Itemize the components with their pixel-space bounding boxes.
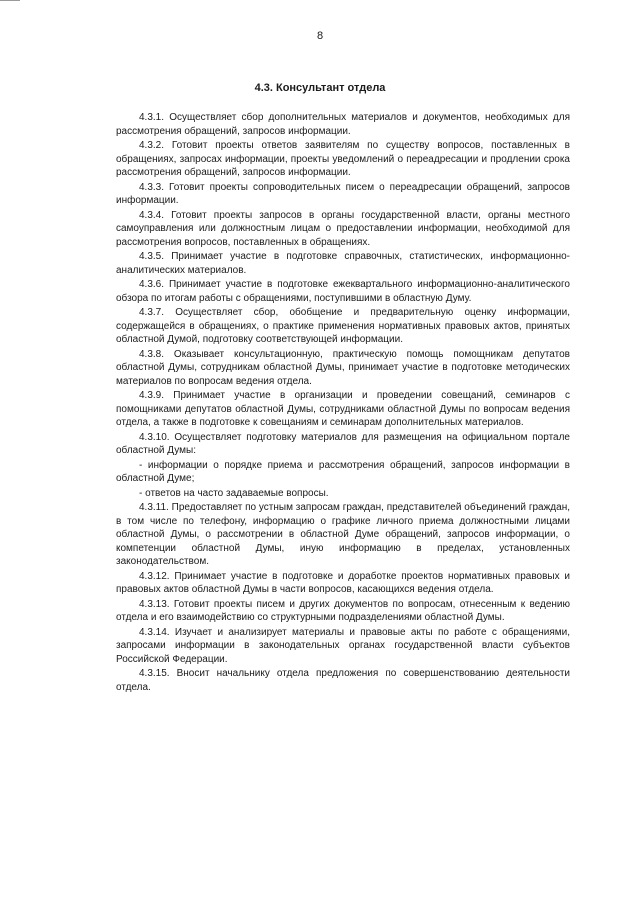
- paragraph-4-3-10: 4.3.10. Осуществляет подготовку материалов для размещения на официальном портале областной Думы:: [116, 431, 570, 456]
- paragraph-4-3-5: 4.3.5. Принимает участие в подготовке справочных, статистических, информационно-аналитических материалов.: [116, 251, 570, 276]
- paragraph-4-3-4: 4.3.4. Готовит проекты запросов в органы государственной власти, органы местного самоуправления или должностным лицам о предоставлении информации, необходимой для рассмотрения вопросов, поставленных в обращениях.: [116, 209, 570, 248]
- paragraph-4-3-7: 4.3.7. Осуществляет сбор, обобщение и предварительную оценку информации, содержащейся в обращениях, о практике применения нормативных правовых актов, принятых областной Думой, подготовку соответствующей информации.: [116, 307, 570, 345]
- paragraph-4-3-6: 4.3.6. Принимает участие в подготовке ежеквартального информационно-аналитического обзора по итогам работы с обращениями, поступившими в областную Думу.: [116, 279, 570, 304]
- list-item-faq: - ответов на часто задаваемые вопросы.: [139, 487, 329, 499]
- paragraph-4-3-3: 4.3.3. Готовит проекты сопроводительных писем о переадресации обращений, запросов информации.: [116, 181, 570, 206]
- page-number: 8: [316, 30, 324, 42]
- scan-corner-mark: [0, 0, 20, 1]
- list-item-info-order: - информации о порядке приема и рассмотрения обращений, запросов информации в областной Думе;: [116, 459, 570, 484]
- paragraph-4-3-14: 4.3.14. Изучает и анализирует материалы и правовые акты по работе с обращениями, запросами информации в законодательных органах государственной власти субъектов Российской Федерации.: [116, 626, 570, 665]
- paragraph-4-3-1: 4.3.1. Осуществляет сбор дополнительных материалов и документов, необходимых для рассмотрения обращений, запросов информации.: [116, 112, 570, 137]
- paragraph-4-3-15: 4.3.15. Вносит начальнику отдела предложения по совершенствованию деятельности отдела.: [116, 668, 570, 693]
- paragraph-4-3-2: 4.3.2. Готовит проекты ответов заявителям по существу вопросов, поставленных в обращениях, запросах информации, проекты уведомлений о переадресации и продлении срока рассмотрения обращений, запросов информации.: [116, 140, 570, 178]
- paragraph-4-3-8: 4.3.8. Оказывает консультационную, практическую помощь помощникам депутатов областной Думы, сотрудникам областной Думы, принимает участие в подготовке методических материалов по вопросам ведения отдела.: [116, 348, 570, 387]
- document-body: [116, 111, 570, 695]
- paragraph-4-3-9: 4.3.9. Принимает участие в организации и проведении совещаний, семинаров с помощниками депутатов областной Думы, сотрудниками областной Думы по вопросам ведения отдела, а также в подготовке к совещаниям и семинарам дополнительных материалов.: [116, 390, 570, 428]
- paragraph-4-3-11: 4.3.11. Предоставляет по устным запросам граждан, представителей объединений граждан, в том числе по телефону, информацию о графике личного приема должностными лицами областной Думы, о рассмотрении в областной Думе обращений, запросов информации, о компетенции областной Думы, иную информацию в пределах, установленных законодательством.: [116, 502, 570, 567]
- paragraph-4-3-13: 4.3.13. Готовит проекты писем и других документов по вопросам, отнесенным к ведению отдела и его взаимодействию со структурными подразделениями областной Думы.: [116, 598, 570, 623]
- paragraph-4-3-12: 4.3.12. Принимает участие в подготовке и доработке проектов нормативных правовых и правовых актов областной Думы в части вопросов, касающихся ведения отдела.: [116, 570, 570, 595]
- section-title: 4.3. Консультант отдела: [254, 82, 386, 94]
